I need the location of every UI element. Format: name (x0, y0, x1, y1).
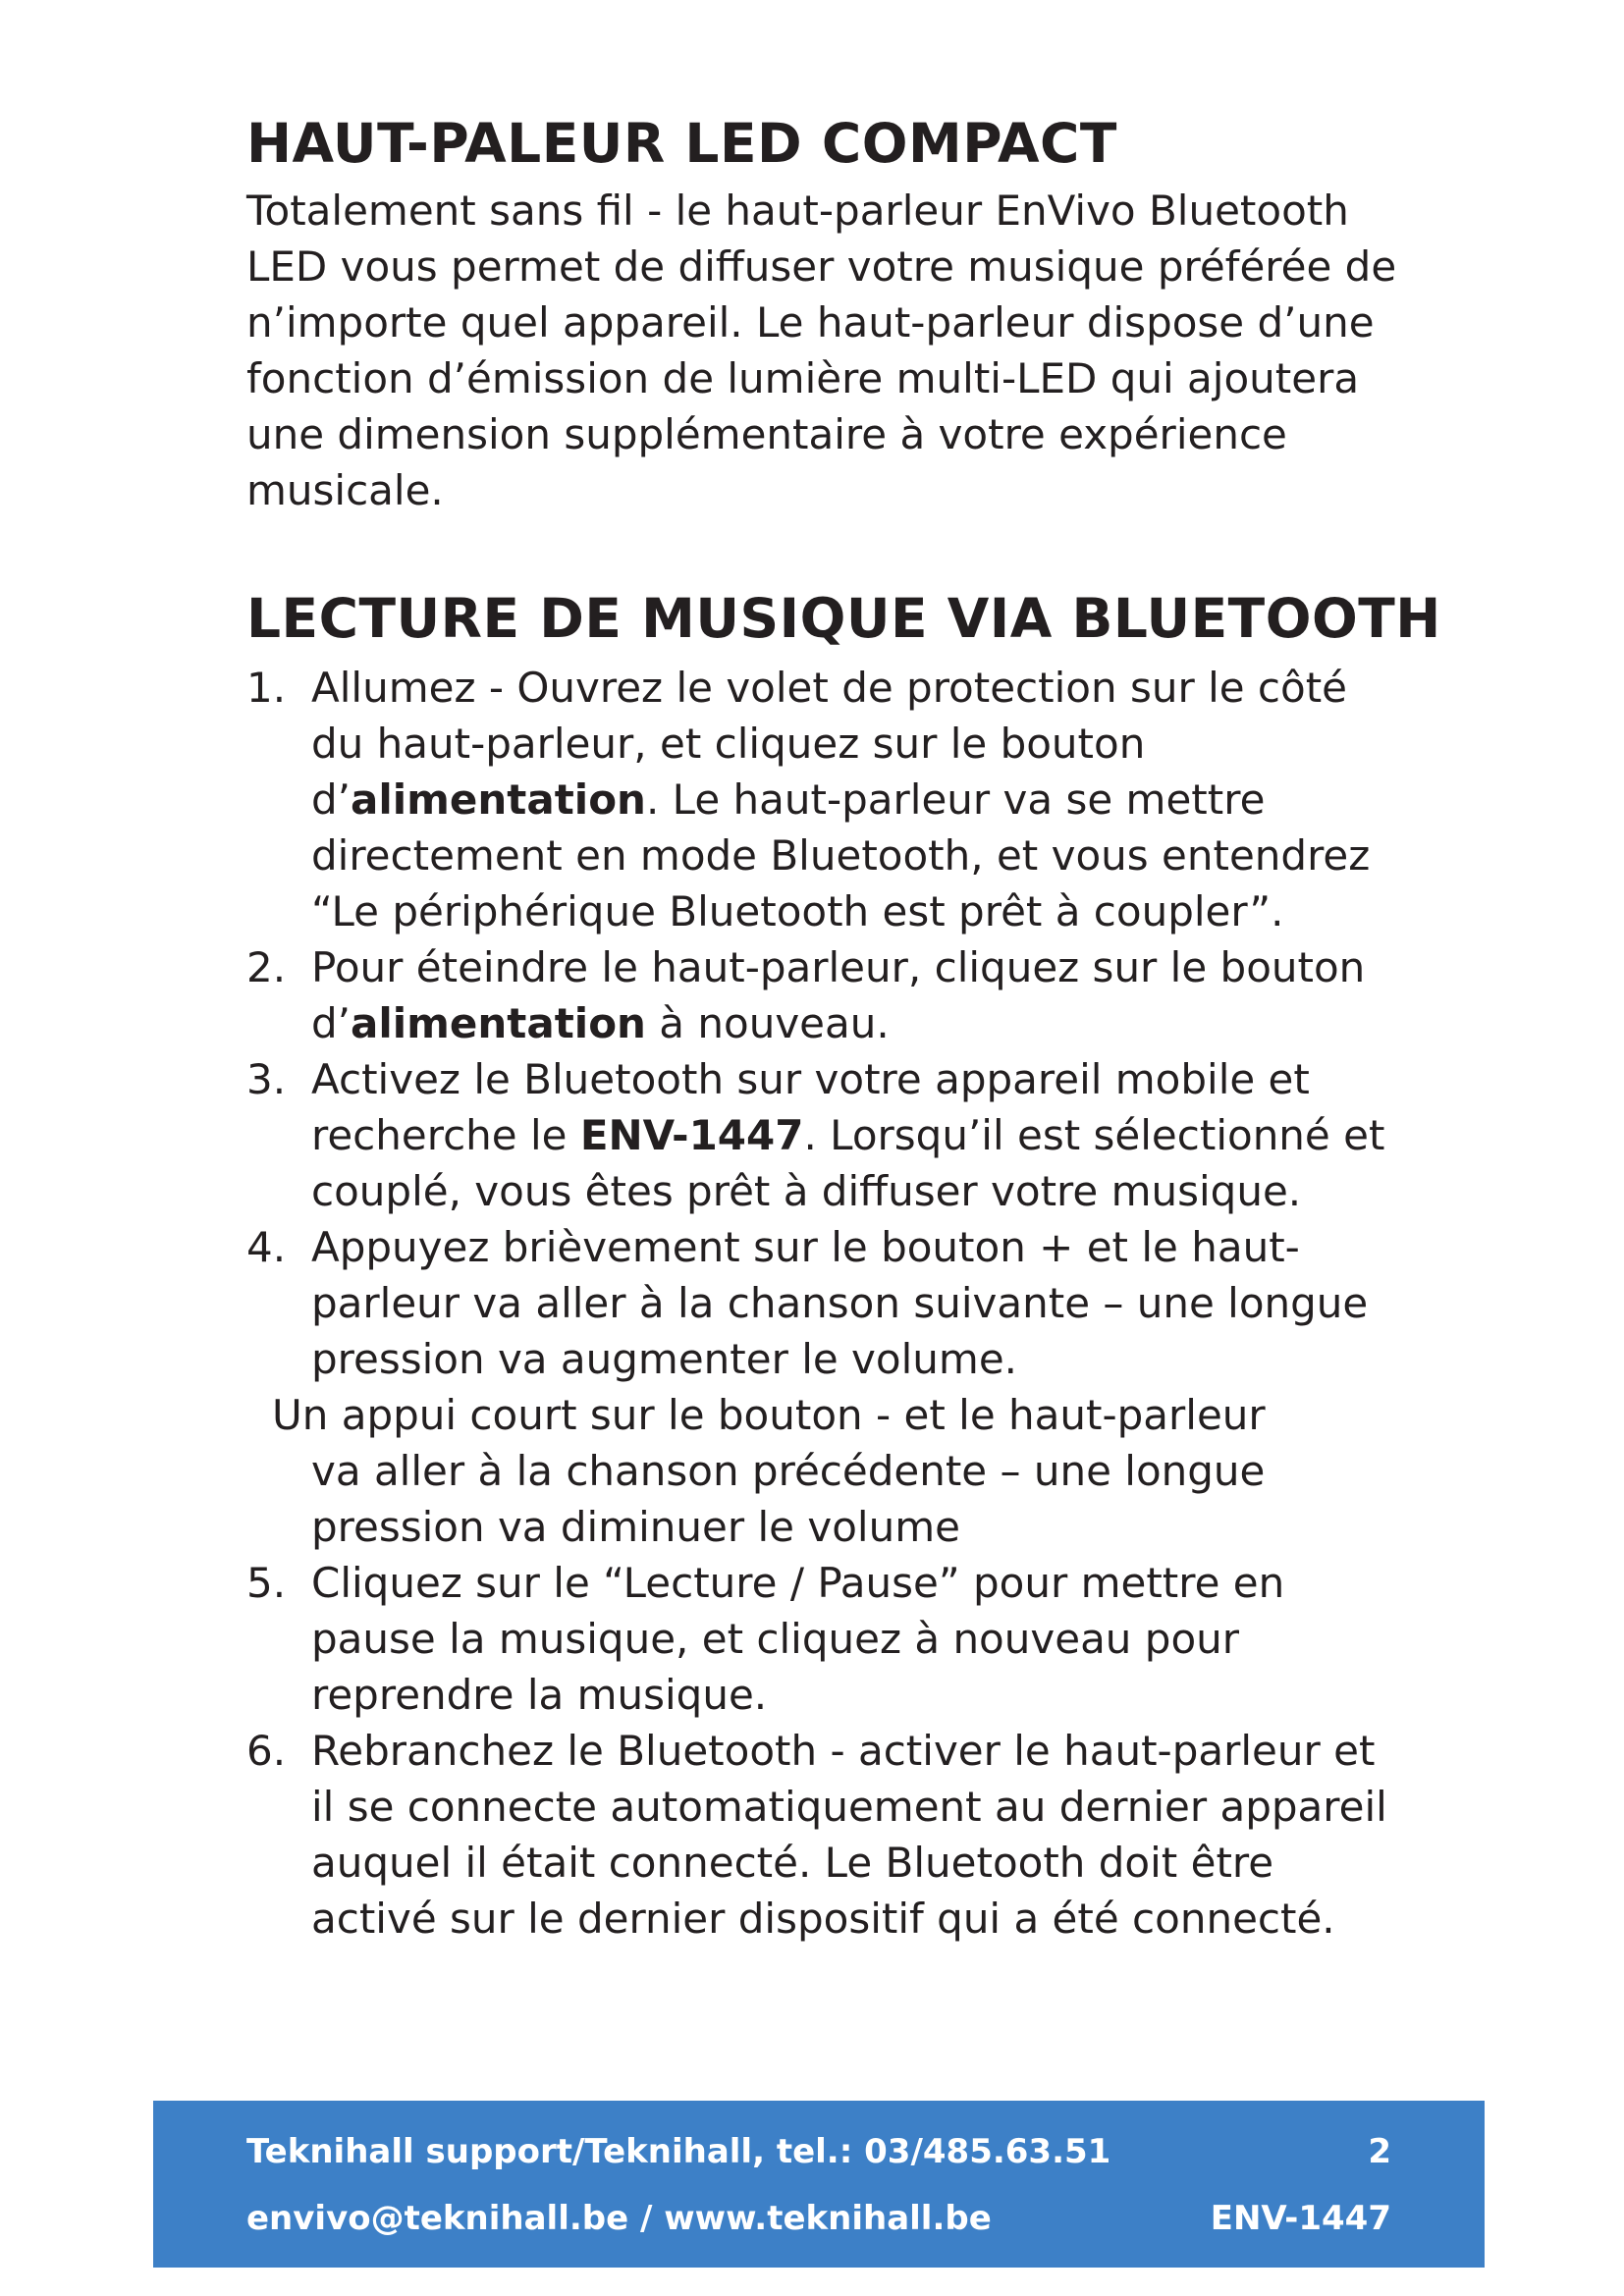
step-extra-line: Un appui court sur le bouton - et le haut-parleur (272, 1391, 1266, 1439)
step-2 (246, 939, 1405, 1051)
section-title-bluetooth-playback: LECTURE DE MUSIQUE VIA BLUETOOTH (246, 587, 1441, 650)
footer-row-support (246, 2132, 1391, 2171)
step-4 (246, 1219, 1405, 1555)
step-keyword: alimentation (351, 775, 646, 824)
page-number: 2 (1368, 2132, 1391, 2171)
step-text-cont: à nouveau. (645, 999, 890, 1047)
step-number: 4. (246, 1223, 287, 1271)
footer-row-contact (246, 2199, 1391, 2238)
step-text: Activez le Bluetooth sur votre appareil mobile et recherche le (311, 1055, 1310, 1159)
step-number: 5. (246, 1559, 287, 1607)
step-number: 6. (246, 1727, 287, 1775)
step-text-cont: . Le haut-parleur va se mettre directement en mode Bluetooth, et vous entendrez “Le périphérique Bluetooth est prêt à coupler”. (311, 775, 1371, 935)
step-keyword: alimentation (351, 999, 646, 1047)
manual-page-content (246, 108, 1441, 1947)
step-keyword: ENV-1447 (579, 1111, 804, 1159)
step-number: 2. (246, 943, 287, 991)
step-3 (246, 1051, 1405, 1219)
step-text: Cliquez sur le “Lecture / Pause” pour mettre en pause la musique, et cliquez à nouveau pour reprendre la musique. (311, 1559, 1285, 1719)
support-phone: Teknihall support/Teknihall, tel.: 03/485.63.51 (246, 2132, 1111, 2171)
step-text-cont: . Lorsqu’il est sélectionné et couplé, vous êtes prêt à diffuser votre musique. (311, 1111, 1385, 1215)
intro-paragraph: Totalement sans fil - le haut-parleur EnVivo Bluetooth LED vous permet de diffuser votre musique préférée de n’importe quel appareil. Le haut-parleur dispose d’une fonction d’émission de lumière multi-LED qui ajoutera une dimension supplémentaire à votre expérience musicale. (246, 187, 1397, 514)
step-text: Pour éteindre le haut-parleur, cliquez sur le bouton d’ (311, 943, 1366, 1047)
section-title-compact-speaker: HAUT-PALEUR LED COMPACT (246, 112, 1117, 175)
step-1 (246, 660, 1405, 939)
step-text: Allumez - Ouvrez le volet de protection sur le côté du haut-parleur, et cliquez sur le bouton d’ (311, 664, 1348, 824)
model-number: ENV-1447 (1210, 2199, 1391, 2238)
step-extra-cont: va aller à la chanson précédente – une longue pression va diminuer le volume (311, 1447, 1266, 1551)
contact-email-web: envivo@teknihall.be / www.teknihall.be (246, 2199, 992, 2238)
footer-bar (153, 2101, 1485, 2268)
step-5 (246, 1555, 1405, 1723)
step-text: Appuyez brièvement sur le bouton + et le haut-parleur va aller à la chanson suivante – une longue pression va augmenter le volume. (311, 1223, 1369, 1383)
step-number: 1. (246, 664, 287, 712)
step-number: 3. (246, 1055, 287, 1103)
step-text: Rebranchez le Bluetooth - activer le haut-parleur et il se connecte automatiquement au dernier appareil auquel il était connecté. Le Bluetooth doit être activé sur le dernier dispositif qui a été connecté. (311, 1727, 1387, 1943)
step-6 (246, 1723, 1405, 1947)
instruction-steps (246, 660, 1405, 1947)
